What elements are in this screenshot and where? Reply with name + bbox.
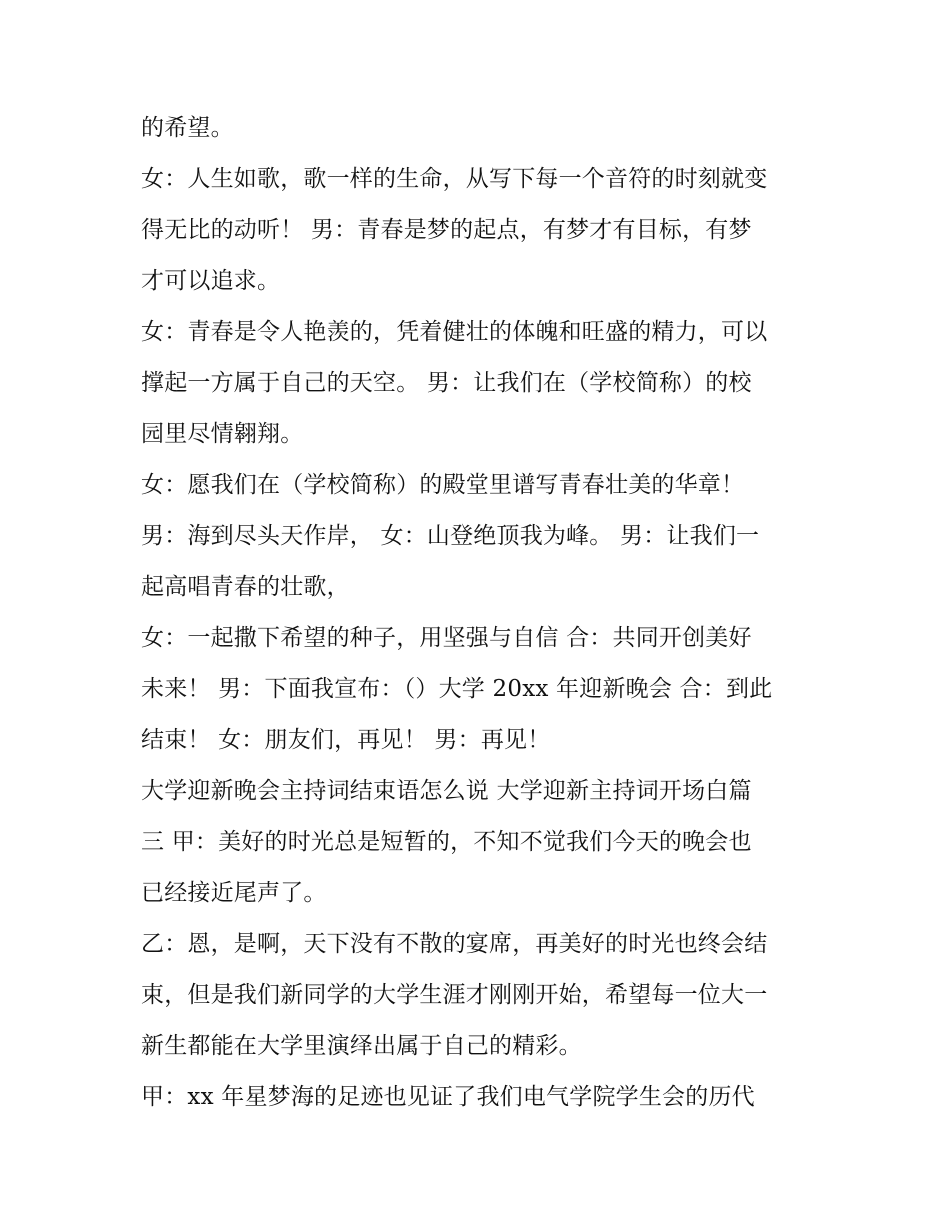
text-line: 结束！ 女：朋友们，再见！ 男：再见！ — [141, 727, 551, 753]
text-line: 得无比的动听！ 男：青春是梦的起点，有梦才有目标，有梦 — [141, 217, 752, 243]
text-line: 三 甲：美好的时光总是短暂的，不知不觉我们今天的晚会也 — [141, 829, 752, 855]
document-body — [141, 103, 821, 1123]
text-line: 已经接近尾声了。 — [141, 880, 327, 906]
text-line: 女：人生如歌，歌一样的生命，从写下每一个音符的时刻就变 — [141, 166, 768, 192]
text-line: 大学迎新晚会主持词结束语怎么说 大学迎新主持词开场白篇 — [141, 778, 752, 804]
text-line: 乙：恩，是啊，天下没有不散的宴席，再美好的时光也终会结 — [141, 931, 768, 957]
text-line: 园里尽情翱翔。 — [141, 421, 304, 447]
text-line: 女：一起撒下希望的种子，用坚强与自信 合：共同开创美好 — [141, 625, 752, 651]
text-line: 的希望。 — [141, 115, 234, 141]
text-line: 才可以追求。 — [141, 268, 281, 294]
text-line: 女：愿我们在（学校简称）的殿堂里谱写青春壮美的华章！ — [141, 472, 745, 498]
text-line: 未来！ 男：下面我宣布：（）大学 20xx 年迎新晚会 合：到此 — [141, 676, 773, 702]
text-line: 女：青春是令人艳羡的，凭着健壮的体魄和旺盛的精力，可以 — [141, 319, 768, 345]
text-line: 新生都能在大学里演绎出属于自己的精彩。 — [141, 1033, 582, 1059]
text-line: 起高唱青春的壮歌， — [141, 574, 350, 600]
text-line: 撑起一方属于自己的天空。 男：让我们在（学校简称）的校 — [141, 370, 752, 396]
text-line: 男：海到尽头天作岸， 女：山登绝顶我为峰。 男：让我们一 — [141, 523, 760, 549]
text-line: 束，但是我们新同学的大学生涯才刚刚开始，希望每一位大一 — [141, 982, 768, 1008]
text-line: 甲：xx 年星梦海的足迹也见证了我们电气学院学生会的历代 — [141, 1084, 755, 1110]
